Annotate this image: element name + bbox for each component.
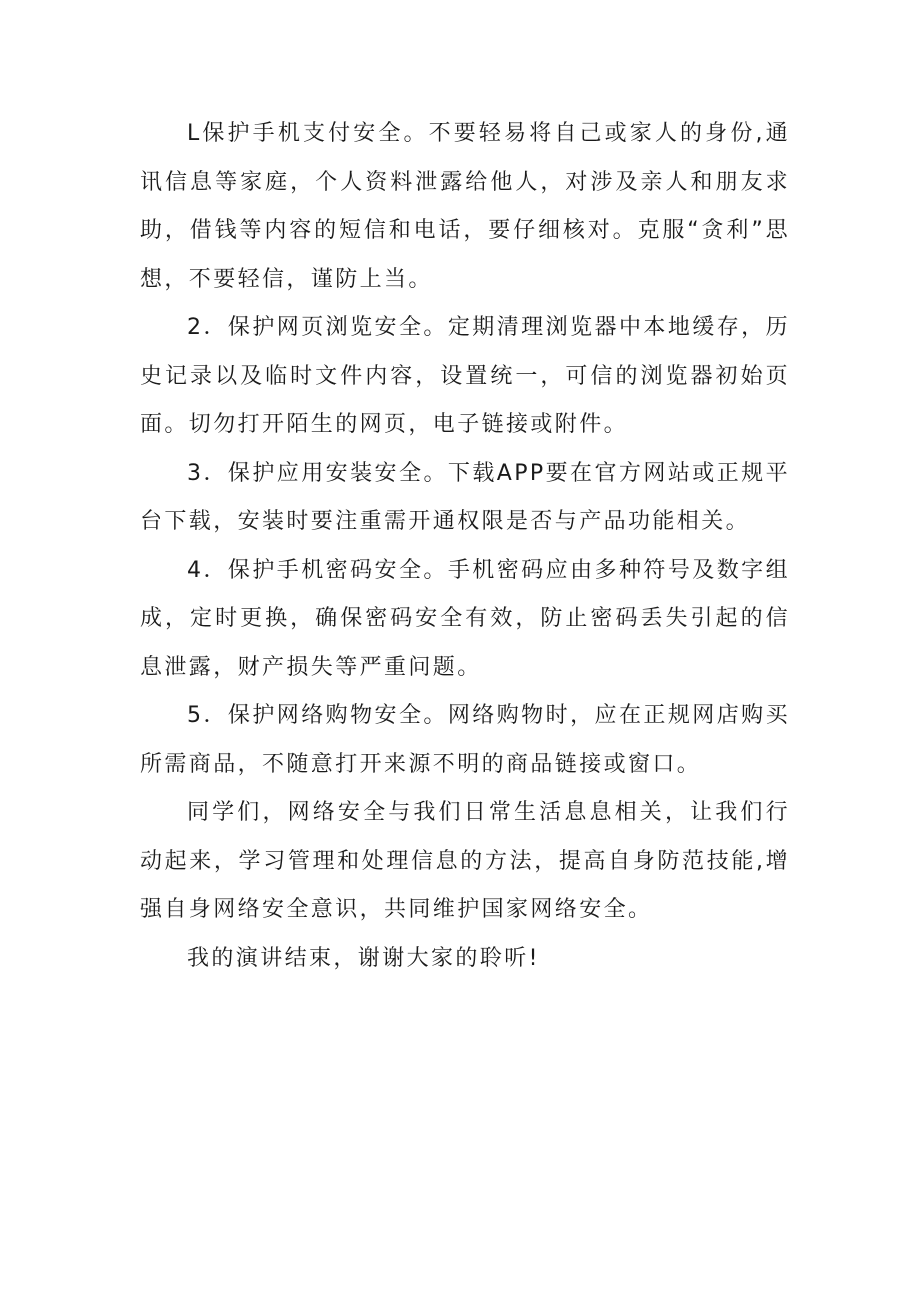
paragraph-online-shopping: 5．保护网络购物安全。网络购物时，应在正规网店购买所需商品，不随意打开来源不明的商品链接或窗口。 xyxy=(140,703,790,777)
paragraph-app-install: 3．保护应用安装安全。下载APP要在官方网站或正规平台下载，安装时要注重需开通权限是否与产品功能相关。 xyxy=(140,460,790,534)
paragraph-conclusion: 同学们，网络安全与我们日常生活息息相关，让我们行动起来，学习管理和处理信息的方法，提高自身防范技能,增强自身网络安全意识，共同维护国家网络安全。 xyxy=(140,800,790,922)
paragraph-phone-payment: L保护手机支付安全。不要轻易将自己或家人的身份,通讯信息等家庭，个人资料泄露给他人，对涉及亲人和朋友求助，借钱等内容的短信和电话，要仔细核对。克服“贪利”思想，不要轻信，谨防上当。 xyxy=(140,121,790,292)
document-body xyxy=(140,110,790,983)
paragraph-closing: 我的演讲结束，谢谢大家的聆听! xyxy=(187,945,540,971)
paragraph-web-browsing: 2．保护网页浏览安全。定期清理浏览器中本地缓存，历史记录以及临时文件内容，设置统一，可信的浏览器初始页面。切勿打开陌生的网页，电子链接或附件。 xyxy=(140,315,790,437)
paragraph-phone-password: 4．保护手机密码安全。手机密码应由多种符号及数字组成，定时更换，确保密码安全有效，防止密码丢失引起的信息泄露，财产损失等严重问题。 xyxy=(140,557,790,680)
